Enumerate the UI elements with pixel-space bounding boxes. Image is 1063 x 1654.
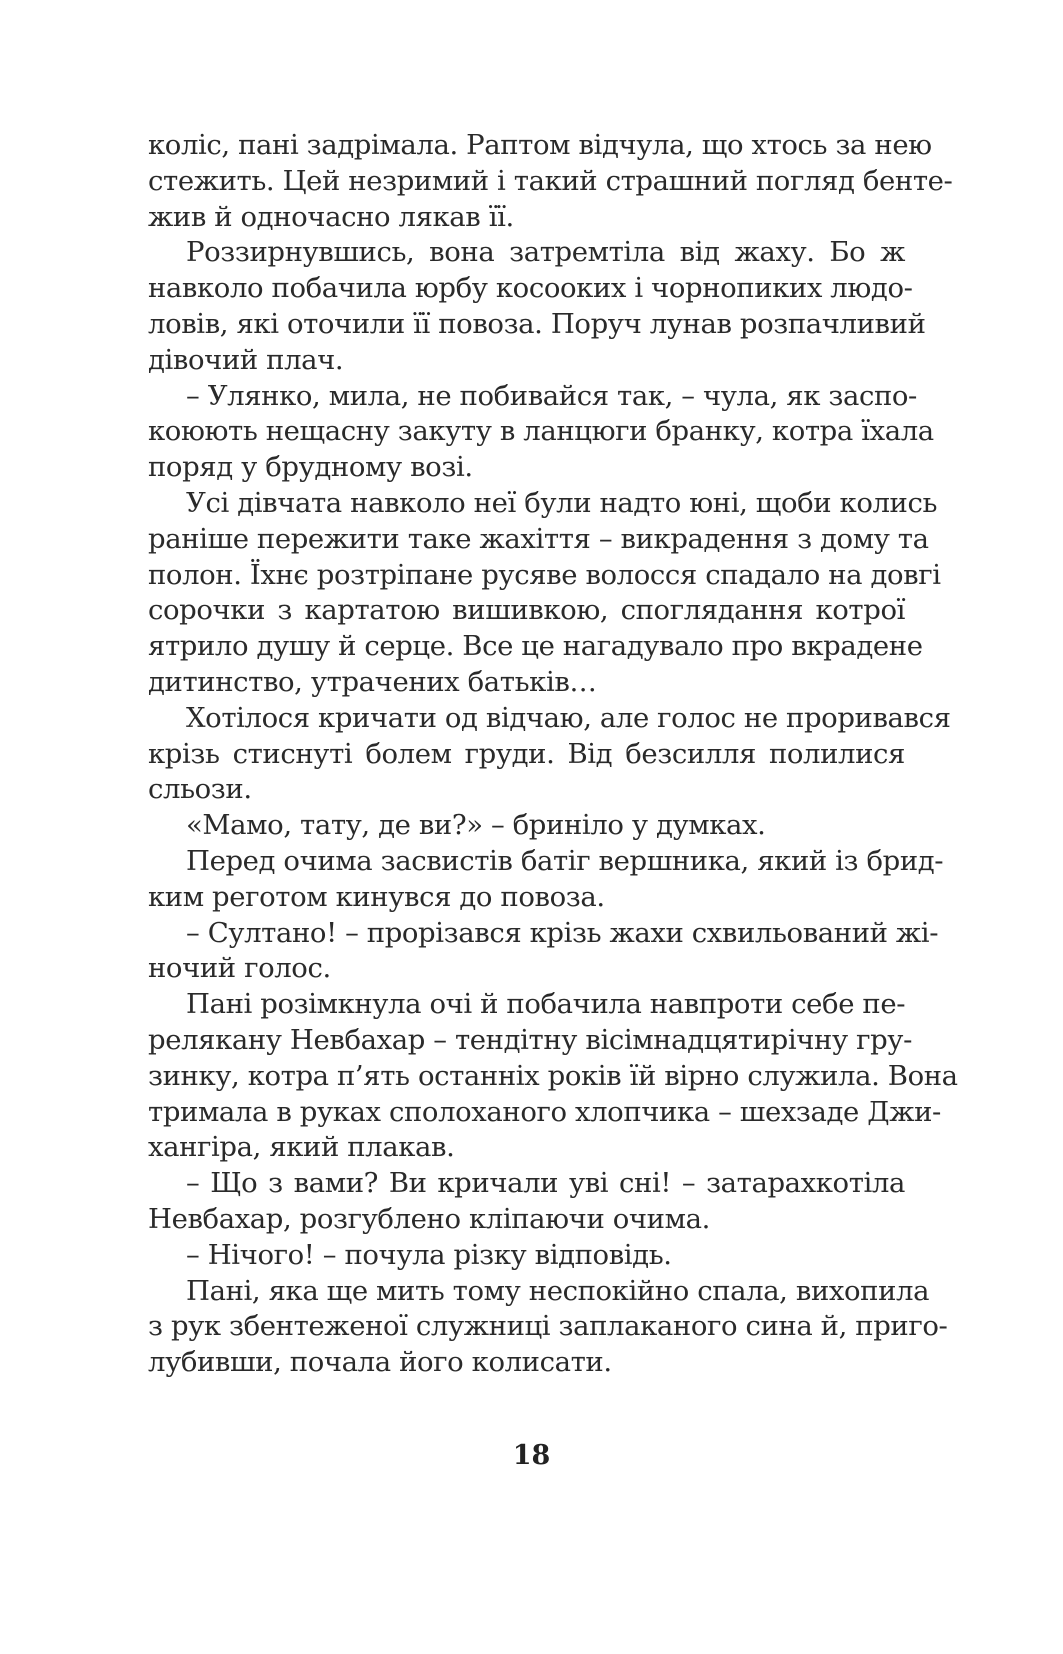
- text-line: жив й одночасно лякав її.: [148, 200, 514, 233]
- text-line: поряд у брудному возі.: [148, 451, 473, 484]
- text-line: зинку, котра п’ять останніх років їй вірно служила. Вона: [148, 1059, 958, 1092]
- text-line: релякану Невбахар – тендітну вісімнадцятирічну гру-: [148, 1023, 912, 1056]
- text-line: дитинство, утрачених батьків…: [148, 665, 597, 698]
- text-line: Перед очима засвистів батіг вершника, який із брид-: [186, 844, 944, 877]
- text-line: полон. Їхнє розтріпане русяве волосся спадало на довгі: [148, 558, 941, 591]
- text-line: ким реготом кинувся до повоза.: [148, 880, 605, 913]
- paragraph: [148, 1166, 905, 1238]
- text-line: Пані розімкнула очі й побачила навпроти себе пе-: [186, 988, 906, 1021]
- text-line: ночий голос.: [148, 952, 331, 985]
- text-line: раніше пережити таке жахіття – викрадення з дому та: [148, 522, 929, 555]
- paragraph: [148, 916, 939, 988]
- text-line: тримала в руках сполоханого хлопчика – шехзаде Джи-: [148, 1095, 941, 1128]
- text-line: Роззирнувшись, вона затремтіла від жаху. Бо ж: [186, 236, 905, 269]
- paragraph: [148, 486, 941, 701]
- text-line: «Мамо, тату, де ви?» – бриніло у думках.: [186, 809, 766, 842]
- text-line: з рук збентеженої служниці заплаканого сина й, приго-: [148, 1310, 948, 1343]
- page-body-text: [148, 128, 958, 1381]
- text-line: стежить. Цей незримий і такий страшний погляд бенте-: [148, 164, 953, 197]
- text-line: ятрило душу й серце. Все це нагадувало про вкрадене: [148, 630, 923, 663]
- text-line: дівочий плач.: [148, 343, 344, 376]
- paragraph: [148, 128, 953, 235]
- text-line: Пані, яка ще мить тому неспокійно спала, вихопила: [186, 1274, 930, 1307]
- paragraph: [148, 1238, 905, 1274]
- text-line: сорочки з картатою вишивкою, споглядання котрої: [148, 594, 905, 627]
- text-line: – Султано! – прорізався крізь жахи схвильований жі-: [186, 916, 939, 949]
- page-number: 18: [512, 1440, 551, 1471]
- text-line: навколо побачила юрбу косооких і чорнопиких людо-: [148, 272, 913, 305]
- text-line: ловів, які оточили її повоза. Поруч лунав розпачливий: [148, 307, 926, 340]
- text-line: – Улянко, мила, не побивайся так, – чула, як заспо-: [186, 379, 917, 412]
- text-line: – Що з вами? Ви кричали уві сні! – затарахкотіла: [186, 1167, 905, 1200]
- text-line: коліс, пані задрімала. Раптом відчула, що хтось за нею: [148, 129, 932, 161]
- paragraph: [148, 808, 905, 844]
- paragraph: [148, 1274, 948, 1381]
- paragraph: [148, 987, 958, 1166]
- text-line: крізь стиснуті болем груди. Від безсилля полилися: [148, 737, 905, 770]
- text-line: коюють нещасну закуту в ланцюги бранку, котра їхала: [148, 415, 934, 448]
- text-line: – Нічого! – почула різку відповідь.: [186, 1238, 672, 1271]
- text-line: сльози.: [148, 773, 252, 806]
- text-line: лубивши, почала його колисати.: [148, 1346, 612, 1379]
- paragraph: [148, 701, 951, 808]
- text-line: Хотілося кричати од відчаю, але голос не проривався: [186, 701, 951, 734]
- paragraph: [148, 235, 926, 378]
- paragraph: [148, 379, 934, 486]
- text-line: Невбахар, розгублено кліпаючи очима.: [148, 1202, 710, 1235]
- text-line: Усі дівчата навколо неї були надто юні, щоби колись: [186, 486, 938, 519]
- paragraph: [148, 844, 944, 916]
- text-line: хангіра, який плакав.: [148, 1131, 455, 1164]
